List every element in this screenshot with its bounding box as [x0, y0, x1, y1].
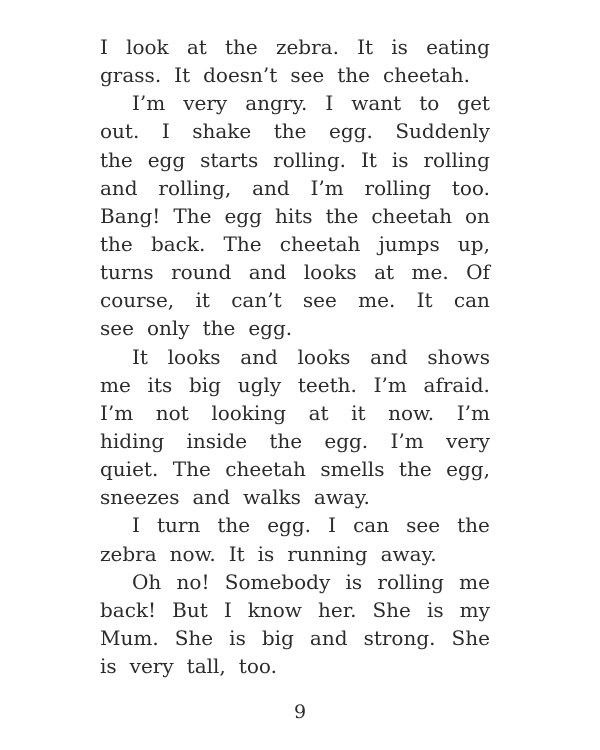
text-line: [100, 258, 490, 286]
text-line: [100, 202, 490, 230]
word: running: [287, 541, 368, 566]
word: smells: [320, 457, 385, 482]
word: I: [132, 513, 140, 538]
word: course,: [100, 288, 175, 313]
word: her.: [317, 597, 357, 622]
word: away.: [380, 541, 437, 566]
word: doesn’t: [203, 63, 278, 88]
word: now.: [388, 400, 435, 425]
paragraph: [100, 568, 490, 681]
word: the: [217, 513, 251, 538]
word: rolling: [423, 147, 490, 172]
word: on: [465, 203, 490, 228]
word: inside: [186, 428, 248, 453]
word: The: [173, 203, 212, 228]
word: and: [370, 344, 408, 369]
word: egg.: [329, 119, 373, 144]
word: tall,: [186, 654, 226, 679]
word: The: [223, 231, 262, 256]
word: I: [325, 91, 334, 116]
text-line: [100, 652, 490, 680]
word: no!: [176, 569, 210, 594]
word: can’t: [231, 288, 282, 313]
word: the: [100, 231, 133, 256]
paragraph: [100, 33, 490, 89]
word: I’m: [390, 428, 424, 453]
word: away.: [313, 485, 370, 510]
word: at: [186, 35, 207, 59]
word: is: [426, 597, 444, 622]
word: afraid.: [423, 372, 490, 397]
word: cheetah: [371, 203, 452, 228]
word: know: [247, 597, 302, 622]
word: it: [195, 288, 210, 313]
word: me: [100, 372, 131, 397]
word: It: [357, 35, 374, 59]
word: the: [225, 35, 258, 59]
word: grass.: [100, 63, 162, 88]
word: I: [223, 597, 232, 622]
text-line: [100, 455, 490, 483]
word: is: [391, 147, 409, 172]
word: only: [146, 316, 190, 341]
word: too.: [451, 175, 490, 200]
word: is: [345, 569, 363, 594]
word: at: [308, 400, 329, 425]
word: looking: [211, 400, 287, 425]
text-line: [100, 286, 490, 314]
word: is: [229, 625, 246, 650]
word: shake: [192, 119, 252, 144]
word: now.: [169, 541, 216, 566]
word: egg,: [446, 457, 490, 482]
word: egg: [147, 147, 186, 172]
word: me.: [411, 260, 449, 285]
text-line: [100, 568, 490, 596]
word: ugly: [237, 372, 282, 397]
text-line: [100, 399, 490, 427]
text-line: [100, 511, 490, 539]
text-line: [100, 230, 490, 258]
word: big: [261, 625, 294, 650]
word: I’m: [310, 175, 344, 200]
word: the: [202, 316, 236, 341]
word: the: [398, 457, 432, 482]
word: see: [302, 288, 337, 313]
text-line: [100, 427, 490, 455]
word: She: [451, 625, 490, 650]
word: looks: [297, 344, 351, 369]
word: egg.: [248, 316, 293, 341]
word: not: [155, 400, 189, 425]
word: up,: [457, 231, 490, 256]
word: out.: [100, 119, 140, 144]
paragraph: [100, 343, 490, 512]
word: walks: [243, 485, 301, 510]
word: cheetah: [279, 231, 361, 256]
word: quiet.: [100, 457, 159, 482]
word: eating: [426, 35, 490, 59]
word: shows: [427, 344, 490, 369]
word: It: [174, 63, 191, 88]
word: egg: [224, 203, 262, 228]
word: is: [391, 35, 408, 59]
text-line: [100, 89, 490, 117]
word: It: [416, 288, 433, 313]
word: hits: [274, 203, 313, 228]
word: It: [228, 541, 245, 566]
word: Of: [466, 260, 490, 285]
word: I’m: [132, 91, 166, 116]
word: Somebody: [224, 569, 331, 594]
word: round: [171, 260, 232, 285]
word: hiding: [100, 428, 165, 453]
word: can: [453, 288, 490, 313]
word: turns: [100, 260, 154, 285]
word: see: [100, 316, 134, 341]
word: I: [161, 119, 170, 144]
word: sneezes: [100, 485, 180, 510]
word: see: [406, 513, 441, 538]
text-line: [100, 117, 490, 145]
word: the: [100, 147, 133, 172]
word: get: [457, 91, 490, 116]
word: rolling: [364, 175, 432, 200]
word: the: [457, 513, 490, 538]
text-line: [100, 314, 490, 342]
text-line: [100, 483, 490, 511]
word: me: [459, 569, 490, 594]
text-line: [100, 33, 490, 61]
text-line: [100, 624, 490, 652]
word: looks: [167, 344, 221, 369]
word: zebra: [100, 541, 157, 566]
paragraph: [100, 511, 490, 567]
word: see: [290, 63, 325, 88]
word: and: [100, 175, 138, 200]
text-line: [100, 343, 490, 371]
word: the: [273, 119, 307, 144]
word: very: [445, 428, 490, 453]
word: big: [188, 372, 221, 397]
text-line: [100, 371, 490, 399]
word: my: [459, 597, 490, 622]
word: zebra.: [275, 35, 339, 59]
word: back!: [100, 597, 157, 622]
word: me.: [358, 288, 396, 313]
word: She: [372, 597, 411, 622]
word: She: [174, 625, 214, 650]
word: rolling: [377, 569, 444, 594]
word: rolling.: [273, 147, 347, 172]
word: I’m: [100, 400, 134, 425]
word: Suddenly: [395, 119, 490, 144]
word: can: [353, 513, 390, 538]
word: turn: [156, 513, 201, 538]
word: the: [337, 63, 371, 88]
word: I: [328, 513, 336, 538]
word: egg.: [267, 513, 312, 538]
word: cheetah: [225, 457, 306, 482]
word: and: [309, 625, 348, 650]
word: looks: [303, 260, 357, 285]
word: It: [360, 147, 377, 172]
word: and: [192, 485, 231, 510]
word: it: [351, 400, 366, 425]
word: Mum.: [100, 625, 159, 650]
word: rolling,: [158, 175, 232, 200]
word: back.: [150, 231, 206, 256]
paragraph: [100, 89, 490, 342]
word: and: [252, 175, 290, 200]
word: is: [100, 654, 117, 679]
word: look: [126, 35, 169, 59]
word: But: [172, 597, 208, 622]
text-line: [100, 540, 490, 568]
text-line: [100, 174, 490, 202]
text-line: [100, 61, 490, 89]
word: its: [147, 372, 173, 397]
word: very: [129, 654, 174, 679]
word: I’m: [373, 372, 407, 397]
word: angry.: [245, 91, 308, 116]
word: too.: [238, 654, 277, 679]
word: jumps: [378, 231, 440, 256]
story-text: [100, 33, 490, 680]
word: It: [132, 344, 148, 369]
word: and: [248, 260, 287, 285]
word: want: [351, 91, 402, 116]
word: and: [240, 344, 278, 369]
word: the: [269, 428, 303, 453]
word: very: [183, 91, 228, 116]
word: the: [325, 203, 359, 228]
word: The: [172, 457, 211, 482]
word: starts: [200, 147, 259, 172]
word: is: [257, 541, 275, 566]
word: Bang!: [100, 203, 161, 228]
word: teeth.: [297, 372, 357, 397]
word: cheetah.: [383, 63, 470, 88]
word: I’m: [456, 400, 490, 425]
word: Oh: [132, 569, 162, 594]
word: I: [100, 35, 108, 59]
page-number: 9: [293, 701, 307, 723]
text-line: [100, 146, 490, 174]
word: at: [374, 260, 395, 285]
word: strong.: [363, 625, 436, 650]
word: egg.: [324, 428, 369, 453]
word: to: [419, 91, 440, 116]
text-line: [100, 596, 490, 624]
